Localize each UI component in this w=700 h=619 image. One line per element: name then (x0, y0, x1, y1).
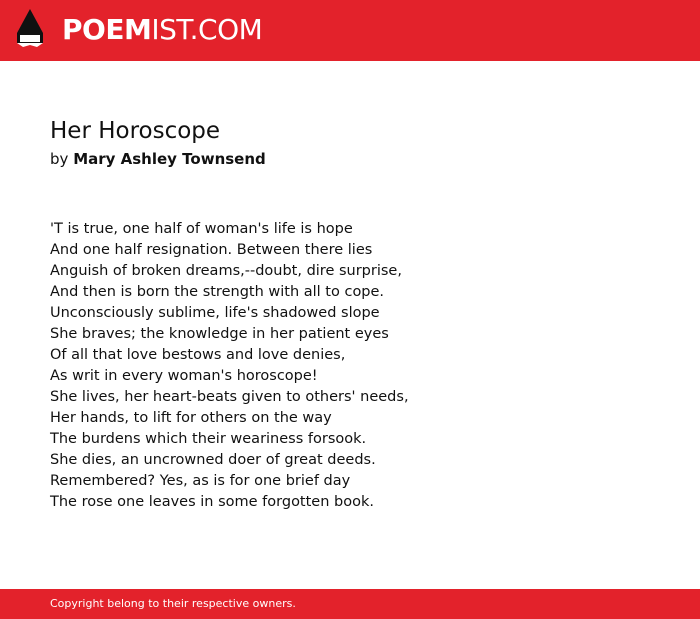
site-footer (0, 589, 700, 619)
poem-line: 'T is true, one half of woman's life is hope (50, 221, 353, 237)
poem-line: As writ in every woman's horoscope! (50, 368, 318, 384)
poem-line: Remembered? Yes, as is for one brief day (50, 473, 351, 489)
by-label: by (50, 150, 69, 168)
poem-line: She lives, her heart-beats given to others' needs, (50, 389, 409, 405)
pencil-icon[interactable] (17, 9, 43, 51)
poem-line: The rose one leaves in some forgotten book. (50, 494, 374, 510)
poem-line: She dies, an uncrowned doer of great deeds. (50, 452, 376, 468)
poem-line: Of all that love bestows and love denies, (50, 347, 346, 363)
poem-author: Mary Ashley Townsend (73, 150, 266, 168)
poem-line: Unconsciously sublime, life's shadowed slope (50, 305, 380, 321)
copyright-text: Copyright belong to their respective owners. (50, 597, 296, 610)
poem-line: She braves; the knowledge in her patient eyes (50, 326, 389, 342)
logo-text-light: IST.COM (151, 13, 263, 46)
logo-text-bold: POEM (62, 13, 152, 46)
poem-line: And then is born the strength with all to cope. (50, 284, 385, 300)
poem-title: Her Horoscope (50, 118, 221, 144)
poem-line: Anguish of broken dreams,--doubt, dire surprise, (50, 263, 402, 279)
poem-line: And one half resignation. Between there lies (50, 242, 373, 258)
poem-byline (50, 149, 266, 169)
poem-line: Her hands, to lift for others on the way (50, 410, 332, 426)
poem-line: The burdens which their weariness forsook. (50, 431, 367, 447)
site-logo[interactable] (62, 13, 262, 47)
site-header (0, 0, 700, 61)
poem-body (50, 219, 409, 513)
